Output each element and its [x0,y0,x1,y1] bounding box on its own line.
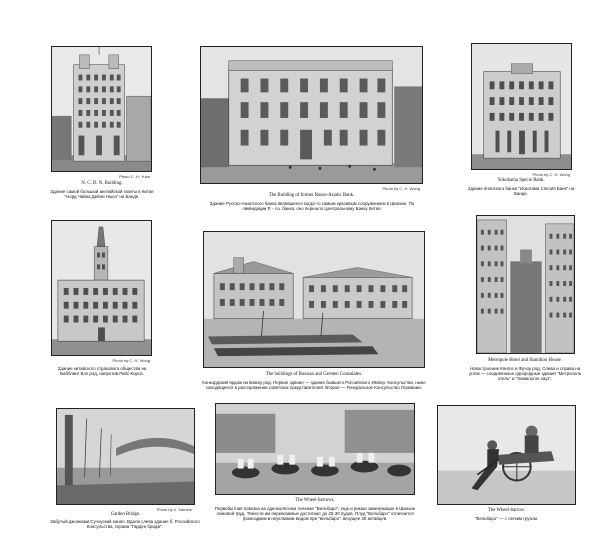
photo-ncdn-building [51,46,152,172]
photo-caption: Здание Русско-Азиатского банка являвшееся когда-то самым красивым сооружением в Шанхае. По ликвидации Р. - Аз. банка, оно перешло Центральному Банку Китая. [209,201,415,212]
photo-russo-asiatic-bank [200,46,423,184]
photo-title: Metropole Hotel and Hamilton House. [488,358,562,363]
photo-caption: "Вельбаро" — с легким грузом. [474,516,539,521]
photo-credit: Photo by C. H. Wong [532,172,570,177]
photo-caption: Новостроение Кянгсе и Фучоу род. Слева и справа на углах — соединённые однородные здания "Метрополь отель" и "Хамильтон хауз". [468,366,582,382]
photo-credit: Photo by V. Sarnine [156,507,192,512]
photo-title: The buildings of Russian and Germen Consulates. [265,372,363,377]
photo-caption: Здание японского банка "Иокогама Спесия Банк" на Банде. [467,186,575,197]
photo-title: The Wheel-barrow. [487,508,526,513]
photo-credit: Photo by C. H. Wong [112,358,150,363]
photo-title: The Wheel-barrows. [295,498,335,503]
photo-caption: Первобытная повозка на одноколёсном тележке "Вельбаро", еще и рикши заменяющие в Шанхае ломовой труд. Тяжести им перевозимые достигают до 25-30 пудов. Плуд "Вельбаро" отличается громоздким и неуклюжим видом при "вельбаро", везущее 30 китайцев. [214,506,416,522]
photo-caption: Конкордский ярдаж на Вампу род. Первое здание — здание бывшего Российского Импер. Консульства, ныне находящееся в распоряжении советских представителей. Второе — Генеральное Консульство Германии. [202,380,426,391]
photo-caption: Забутый джонками Сучоуский канал. Вдали слева здание б. Российского Консульства, справа "Гарден бридж". [50,519,200,530]
photo-wheel-barrows [215,403,415,495]
photo-credit: Photo by C. H. Wong [382,186,420,191]
photo-title: Garden Bridge. [110,512,141,517]
photo-credit: Photo C. H. Yuan [119,174,150,179]
photo-title: The Building of former Russo-Asiatic Bank. [268,193,355,198]
photo-title: Yokohama Specie Bank. [497,178,545,183]
photo-yokohama-specie-bank [471,43,572,170]
photo-wheel-barrow [437,405,576,505]
photo-garden-bridge [56,408,195,505]
photo-title: N. C. D. N. Building. [81,181,123,186]
photo-metropole-hamilton [476,215,575,354]
photo-caption: Здание самой большой английской газеты в Китае "Норд Чайна Дейли Ньюз" на Банде. [50,189,154,200]
photo-caption: Здание китайского страхового общества на Бабблинг Вэл род, напротив Рейс-Корса. [57,366,147,377]
photo-insurance-building [51,220,152,356]
photo-consulates [203,231,425,368]
